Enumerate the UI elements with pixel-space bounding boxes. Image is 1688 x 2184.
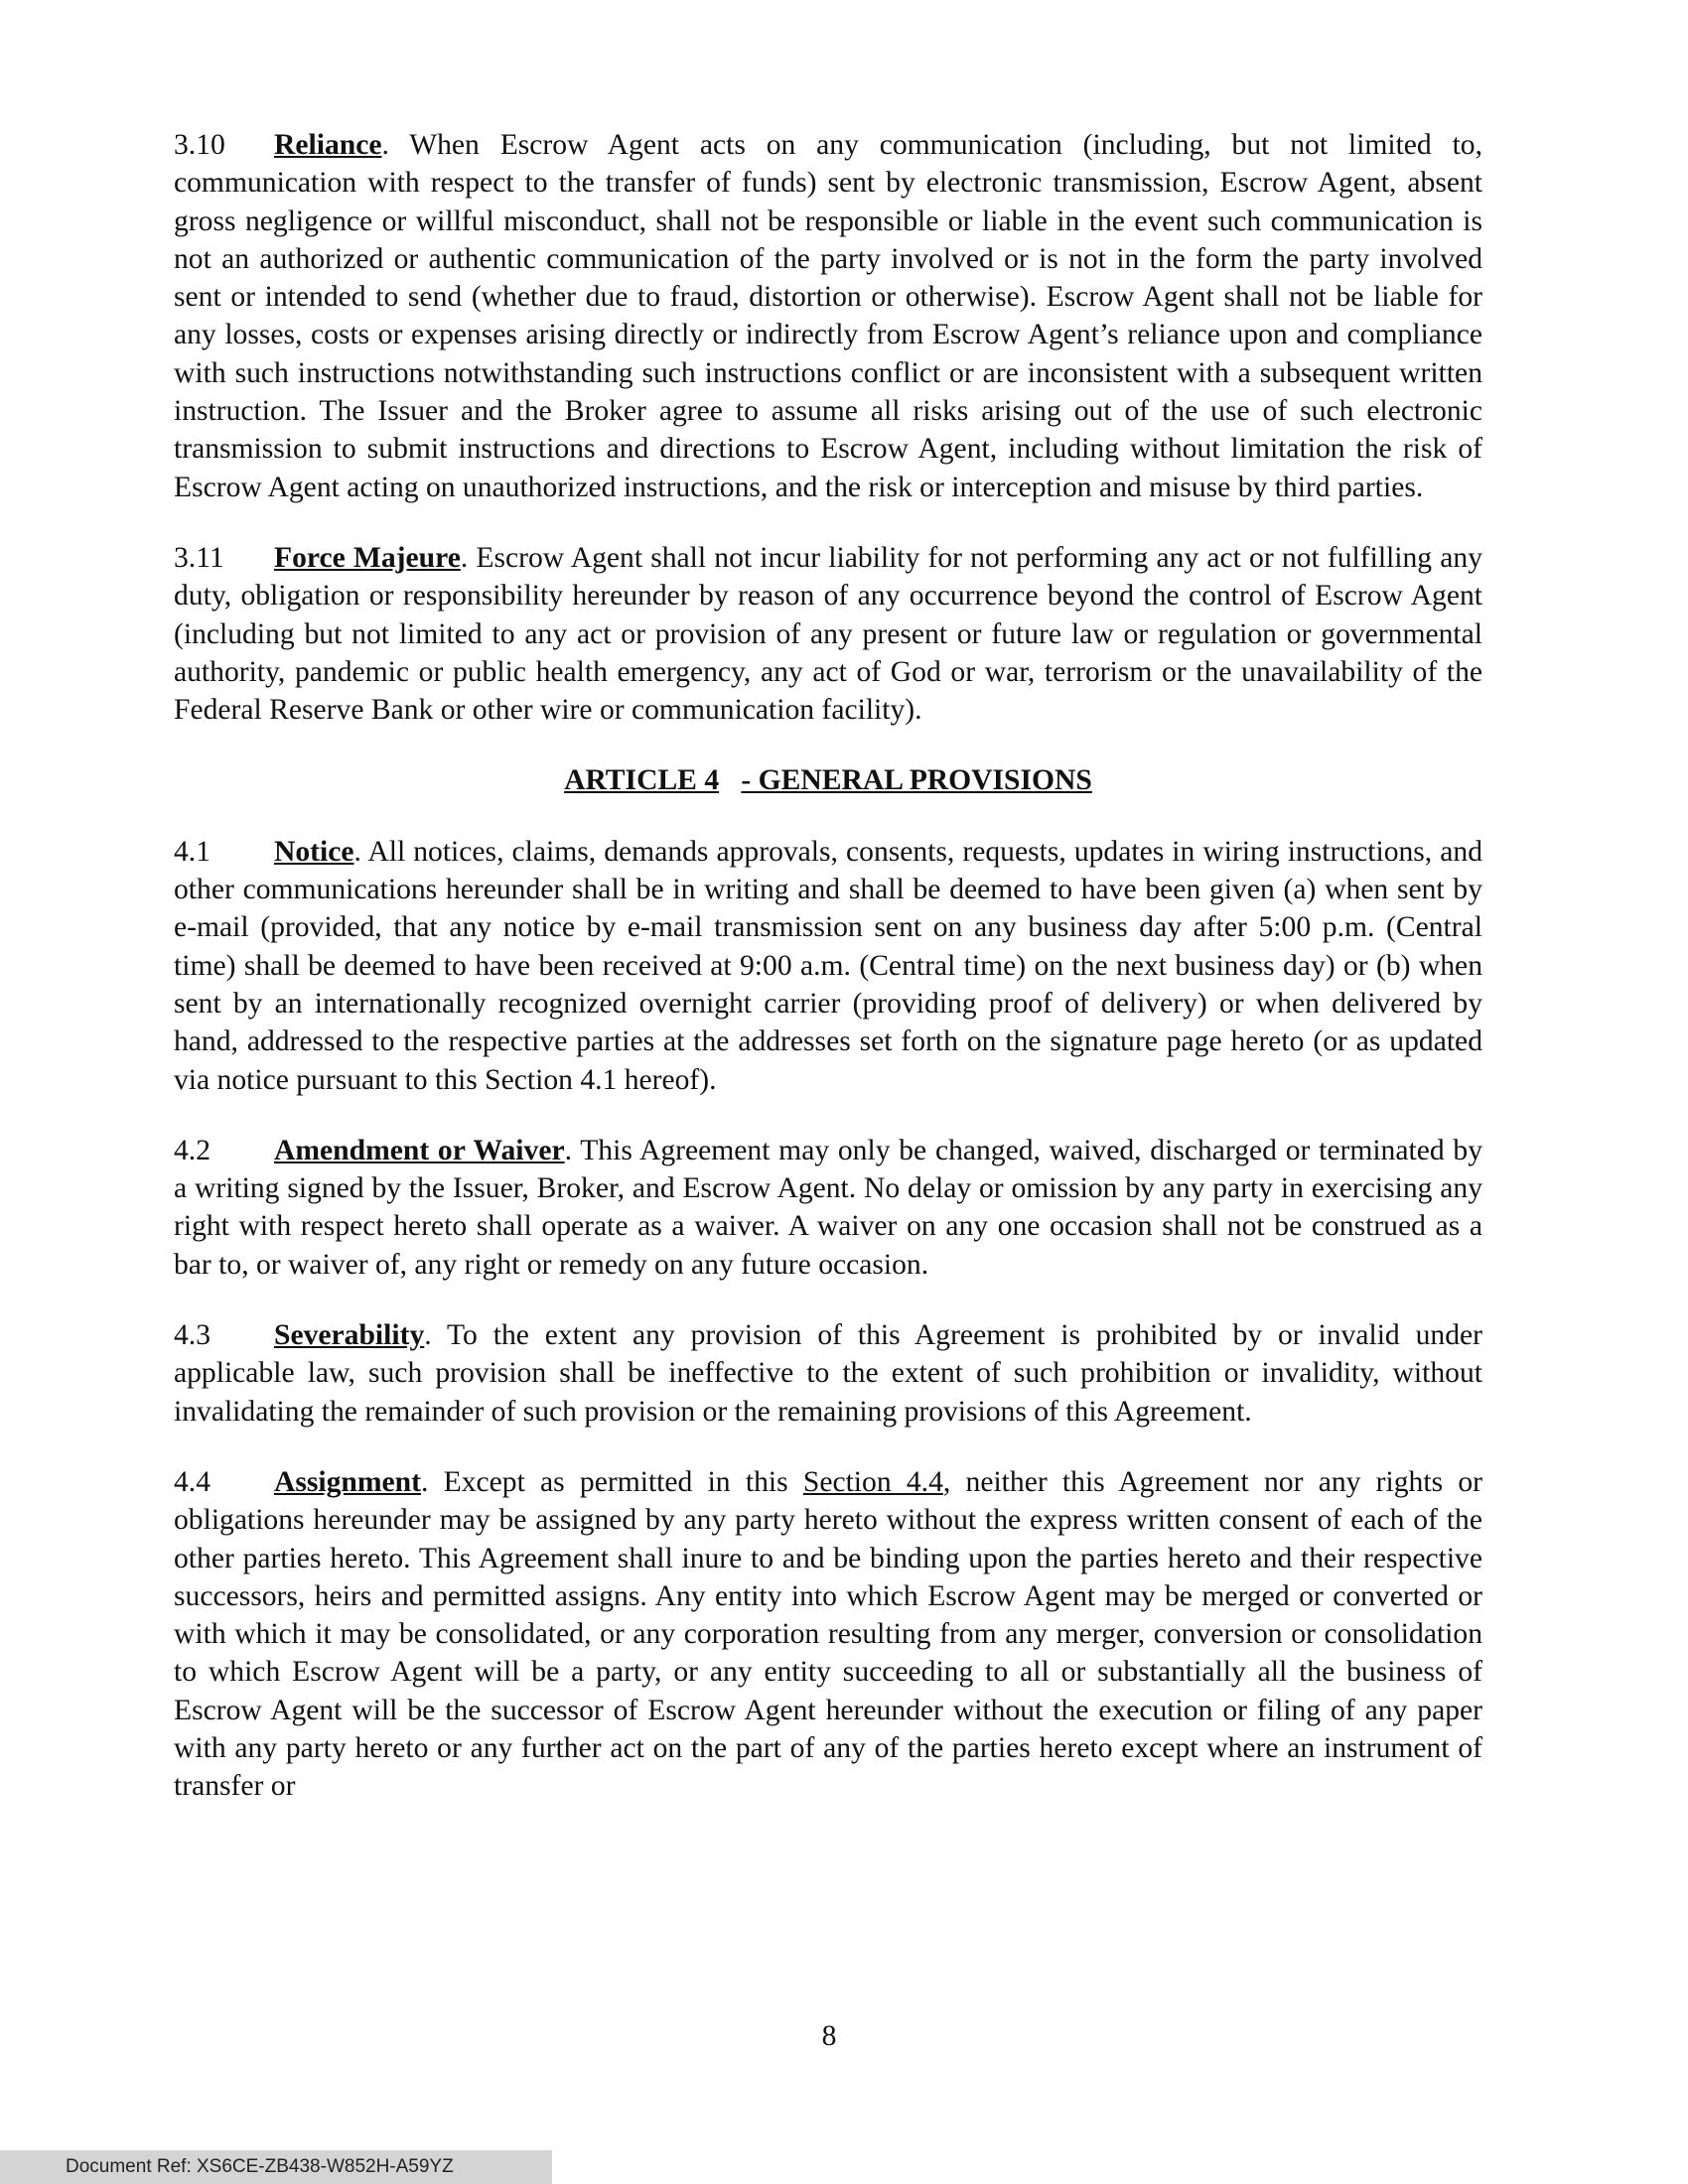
section-title: Force Majeure	[274, 541, 461, 574]
section-text: . Escrow Agent shall not incur liability for not performing any act or not fulfilling any duty, obligation or responsibility hereunder by reason of any occurrence beyond the control of Escrow Agent (including but not limited to any act or provision of any present or future law or regulation or governmental authority, pandemic or public health emergency, any act of God or war, terrorism or the unavailability of the Federal Reserve Bank or other wire or communication facility).	[174, 541, 1482, 727]
section-title: Severability	[274, 1319, 425, 1352]
section-text: . All notices, claims, demands approvals, consents, requests, updates in wiring instructions, and other communications hereunder shall be in writing and shall be deemed to have been given (a) when sent by e-mail (provided, that any notice by e-mail transmission sent on any business day after 5:00 p.m. (Central time) shall be deemed to have been received at 9:00 a.m. (Central time) on the next business day) or (b) when sent by an internationally recognized overnight carrier (providing proof of delivery) or when delivered by hand, addressed to the respective parties at the addresses set forth on the signature page hereto (or as updated via notice pursuant to this Section 4.1 hereof).	[174, 835, 1482, 1096]
section-4-2	[174, 1132, 1482, 1284]
article-number: ARTICLE 4	[564, 764, 720, 797]
article-4-heading	[174, 761, 1482, 799]
section-number: 4.4	[174, 1465, 211, 1498]
section-cross-reference: Section 4.4	[802, 1465, 943, 1498]
section-number: 4.2	[174, 1134, 211, 1166]
section-4-4	[174, 1463, 1482, 1806]
section-text: . This Agreement may only be changed, waived, discharged or terminated by a writing signed by the Issuer, Broker, and Escrow Agent. No delay or omission by any party in exercising any right with respect hereto shall operate as a waiver. A waiver on any one occasion shall not be construed as a bar to, or waiver of, any right or remedy on any future occasion.	[174, 1134, 1482, 1281]
section-number: 4.1	[174, 835, 211, 868]
section-title: Reliance	[274, 129, 382, 161]
section-text: , neither this Agreement nor any rights or obligations hereunder may be assigned by any party hereto without the express written consent of each of the other parties hereto. This Agreement shall inure to and be binding upon the parties hereto and their respective successors, heirs and permitted assigns. Any entity into which Escrow Agent may be merged or converted or with which it may be consolidated, or any corporation resulting from any merger, conversion or consolidation to which Escrow Agent will be a party, or any entity succeeding to all or substantially all the business of Escrow Agent will be the successor of Escrow Agent hereunder without the execution or filing of any paper with any party hereto or any further act on the part of any of the parties hereto except where an instrument of transfer or	[174, 1465, 1482, 1803]
section-number: 4.3	[174, 1319, 211, 1352]
section-number: 3.10	[174, 129, 225, 161]
section-text-lead: . Except as permitted in this	[420, 1465, 803, 1498]
section-title: Assignment	[274, 1465, 421, 1498]
section-text: . To the extent any provision of this Agreement is prohibited by or invalid under applicable law, such provision shall be ineffective to the extent of such prohibition or invalidity, without invalidating the remainder of such provision or the remaining provisions of this Agreement.	[174, 1319, 1482, 1428]
section-text: . When Escrow Agent acts on any communication (including, but not limited to, communication with respect to the transfer of funds) sent by electronic transmission, Escrow Agent, absent gross negligence or willful misconduct, shall not be responsible or liable in the event such communication is not an authorized or authentic communication of the party involved or is not in the form the party involved sent or intended to send (whether due to fraud, distortion or otherwise). Escrow Agent shall not be liable for any losses, costs or expenses arising directly or indirectly from Escrow Agent’s reliance upon and compliance with such instructions notwithstanding such instructions conflict or are inconsistent with a subsequent written instruction. The Issuer and the Broker agree to assume all risks arising out of the use of such electronic transmission to submit instructions and directions to Escrow Agent, including without limitation the risk of Escrow Agent acting on unauthorized instructions, and the risk or interception and misuse by third parties.	[174, 129, 1482, 503]
section-4-1	[174, 833, 1482, 1099]
section-number: 3.11	[174, 541, 224, 574]
section-4-3	[174, 1316, 1482, 1431]
article-title: - GENERAL PROVISIONS	[741, 764, 1092, 797]
document-body	[174, 126, 1482, 1839]
section-title: Notice	[274, 835, 354, 868]
document-reference-footer: Document Ref: XS6CE-ZB438-W852H-A59YZ	[0, 2150, 552, 2184]
section-3-11	[174, 539, 1482, 729]
page-number: 8	[821, 2020, 837, 2052]
section-title: Amendment or Waiver	[274, 1134, 565, 1166]
section-3-10	[174, 126, 1482, 506]
